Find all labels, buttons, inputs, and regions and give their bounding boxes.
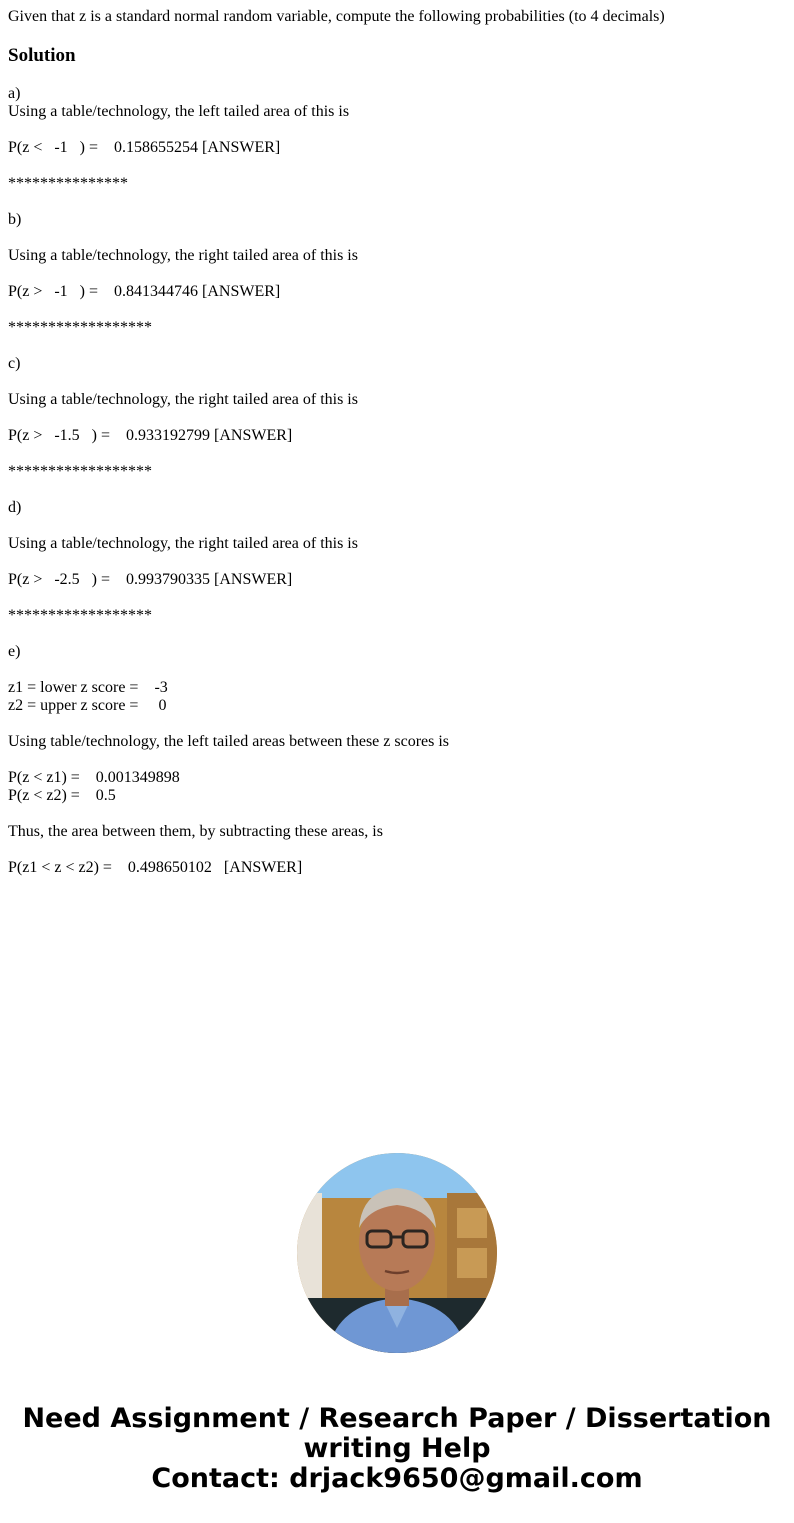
author-avatar (297, 1153, 497, 1353)
solution-heading: Solution (8, 45, 76, 66)
contact-banner (0, 1404, 794, 1494)
cta-contact-email: Contact: drjack9650@gmail.com (151, 1463, 643, 1494)
part-e-description: Using table/technology, the left tailed areas between these z scores is (8, 733, 450, 750)
part-b-label: b) (8, 211, 22, 228)
part-c-label: c) (8, 355, 21, 372)
author-portrait (297, 1153, 497, 1353)
cta-line-2: writing Help (303, 1433, 491, 1464)
document-body (8, 8, 786, 895)
part-a-separator: *************** (8, 175, 128, 192)
part-e-p2: P(z < z2) = 0.5 (8, 787, 116, 804)
cta-line-1: Need Assignment / Research Paper / Dissertation (22, 1403, 772, 1434)
part-d-label: d) (8, 499, 22, 516)
question-text: Given that z is a standard normal random variable, compute the following probabilities (to 4 decimals) (8, 8, 665, 25)
part-a-description: Using a table/technology, the left tailed area of this is (8, 103, 350, 120)
part-d-description: Using a table/technology, the right tailed area of this is (8, 535, 358, 552)
part-d-result: P(z > -2.5 ) = 0.993790335 [ANSWER] (8, 571, 293, 588)
part-b-description: Using a table/technology, the right tailed area of this is (8, 247, 358, 264)
part-e-label: e) (8, 643, 21, 660)
part-e-thus: Thus, the area between them, by subtracting these areas, is (8, 823, 383, 840)
part-e-z2: z2 = upper z score = 0 (8, 697, 167, 714)
part-b-result: P(z > -1 ) = 0.841344746 [ANSWER] (8, 283, 281, 300)
part-e-result: P(z1 < z < z2) = 0.498650102 [ANSWER] (8, 859, 303, 876)
part-e-p1: P(z < z1) = 0.001349898 (8, 769, 180, 786)
part-a-label: a) (8, 85, 21, 102)
part-b-separator: ****************** (8, 319, 152, 336)
part-c-separator: ****************** (8, 463, 152, 480)
part-d-separator: ****************** (8, 607, 152, 624)
part-e-z1: z1 = lower z score = -3 (8, 679, 168, 696)
part-a-result: P(z < -1 ) = 0.158655254 [ANSWER] (8, 139, 281, 156)
part-c-result: P(z > -1.5 ) = 0.933192799 [ANSWER] (8, 427, 293, 444)
part-c-description: Using a table/technology, the right tailed area of this is (8, 391, 358, 408)
